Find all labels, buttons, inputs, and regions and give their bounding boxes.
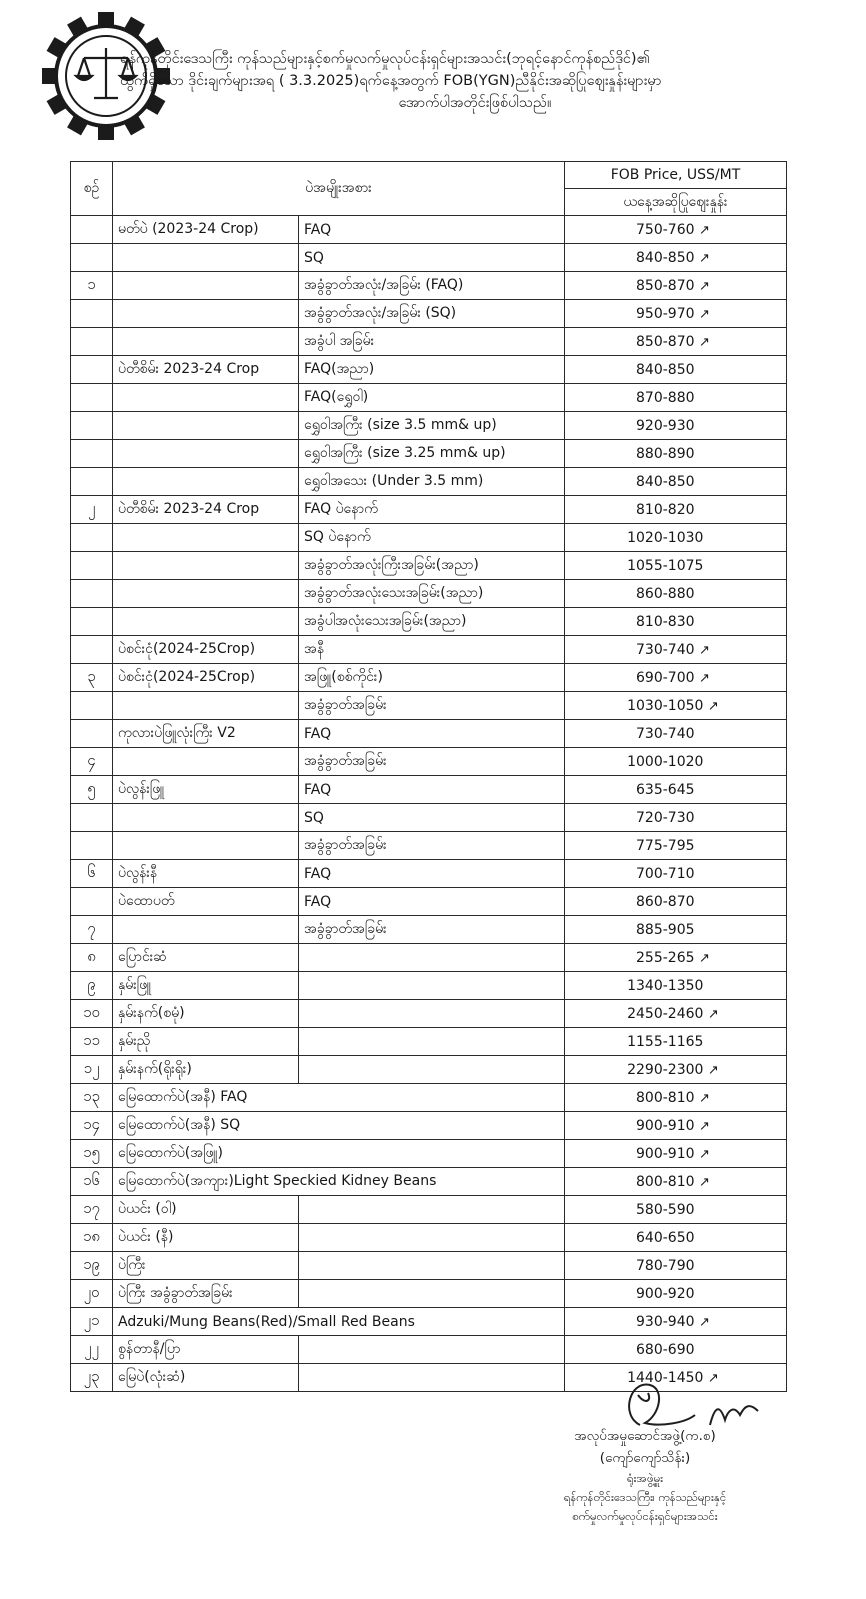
bean-grade: အနီ	[299, 636, 565, 664]
bean-grade: အခွံခွာတ်အခြမ်း	[299, 748, 565, 776]
fob-price-value: 1155-1165	[627, 1033, 704, 1050]
bean-grade: ရွှေဝါအသေး (Under 3.5 mm)	[299, 468, 565, 496]
fob-price-value: 750-760	[636, 221, 695, 238]
signature-org-line-1: ရန်ကုန်တိုင်းဒေသကြီး၊ ကုန်သည်များနှင့်	[563, 1490, 727, 1504]
fob-price-cell	[565, 664, 787, 692]
table-row	[71, 888, 787, 916]
table-row	[71, 1000, 787, 1028]
row-number: ၂	[71, 496, 113, 524]
table-row	[71, 608, 787, 636]
bean-grade	[299, 1000, 565, 1028]
fob-price-value: 900-910	[636, 1117, 695, 1134]
bean-grade: FAQ	[299, 216, 565, 244]
fob-price-cell	[565, 608, 787, 636]
price-change-mark-icon: ↗	[698, 950, 710, 966]
row-number: ၁၉	[71, 1252, 113, 1280]
row-number: ၆	[71, 860, 113, 888]
fob-price-cell	[565, 244, 787, 272]
bean-grade	[299, 1364, 565, 1392]
fob-price-cell	[565, 496, 787, 524]
bean-type	[113, 412, 299, 440]
fob-price-value: 1020-1030	[627, 529, 704, 546]
bean-type	[113, 468, 299, 496]
fob-price-value: 780-790	[636, 1257, 695, 1274]
price-change-mark-icon: ↗	[707, 698, 719, 714]
fob-price-value: 680-690	[636, 1341, 695, 1358]
bean-grade: FAQ(ရွှေဝါ)	[299, 384, 565, 412]
bean-grade: SQ	[299, 244, 565, 272]
table-row	[71, 524, 787, 552]
table-row	[71, 692, 787, 720]
fob-price-value: 730-740	[636, 641, 695, 658]
table-row	[71, 1280, 787, 1308]
header-price-bottom: ယနေ့အဆိုပြုဈေးနှုန်း	[565, 189, 787, 216]
table-row	[71, 216, 787, 244]
row-number	[71, 580, 113, 608]
table-row	[71, 1224, 787, 1252]
bean-type	[113, 328, 299, 356]
row-number: ၄	[71, 748, 113, 776]
fob-price-cell	[565, 832, 787, 860]
fob-price-value: 775-795	[636, 837, 695, 854]
fob-price-value: 850-870	[636, 277, 695, 294]
header-line-1: ရန်ကုန်တိုင်းဒေသကြီး ကုန်သည်များနှင့်စက်မှုလက်မှုလုပ်ငန်းရှင်များအသင်း(ဘုရင့်နောင်ကုန်စည်ဒိုင်)၏	[120, 51, 650, 67]
fob-price-cell	[565, 328, 787, 356]
bean-type	[113, 552, 299, 580]
row-number	[71, 300, 113, 328]
bean-grade	[299, 1252, 565, 1280]
fob-price-value: 930-940	[636, 1313, 695, 1330]
fob-price-cell	[565, 1056, 787, 1084]
price-change-mark-icon: ↗	[698, 1090, 710, 1106]
bean-grade: အခွံခွာတ်အခြမ်း	[299, 832, 565, 860]
signature-org-line-2: စက်မှုလက်မှုလုပ်ငန်းရှင်များအသင်း	[572, 1509, 718, 1523]
price-change-mark-icon: ↗	[707, 1062, 719, 1078]
fob-price-value: 920-930	[636, 417, 695, 434]
fob-price-value: 840-850	[636, 249, 695, 266]
fob-price-cell	[565, 524, 787, 552]
row-number	[71, 804, 113, 832]
bean-type: ပဲကြီး	[113, 1252, 299, 1280]
fob-price-value: 730-740	[636, 725, 695, 742]
table-row	[71, 384, 787, 412]
table-row	[71, 1252, 787, 1280]
bean-grade: FAQ	[299, 888, 565, 916]
fob-price-value: 1055-1075	[627, 557, 704, 574]
fob-price-value: 1340-1350	[627, 977, 704, 994]
fob-price-value: 950-970	[636, 305, 695, 322]
bean-type: ပဲစင်းငုံ(2024-25Crop)	[113, 664, 299, 692]
signature-title: အလုပ်အမှုဆောင်အဖွဲ့(က.စ)	[574, 1428, 716, 1444]
fob-price-cell	[565, 1280, 787, 1308]
fob-price-cell	[565, 692, 787, 720]
bean-type: ပြောင်းဆံ	[113, 944, 299, 972]
table-row	[71, 1112, 787, 1140]
bean-type: စွန်တာနီ/ပြာ	[113, 1336, 299, 1364]
fob-price-value: 840-850	[636, 473, 695, 490]
fob-price-cell	[565, 356, 787, 384]
price-table	[70, 161, 787, 1392]
fob-price-cell	[565, 1028, 787, 1056]
row-number: ၁	[71, 272, 113, 300]
bean-type: နှမ်းဖြူ	[113, 972, 299, 1000]
bean-grade: SQ ပဲနောက်	[299, 524, 565, 552]
row-number	[71, 692, 113, 720]
bean-type: နှမ်းညို	[113, 1028, 299, 1056]
fob-price-cell	[565, 300, 787, 328]
table-row	[71, 1168, 787, 1196]
table-row	[71, 496, 787, 524]
row-number	[71, 216, 113, 244]
row-number: ၁၀	[71, 1000, 113, 1028]
fob-price-value: 870-880	[636, 389, 695, 406]
fob-price-value: 1440-1450	[627, 1369, 704, 1386]
fob-price-cell	[565, 1112, 787, 1140]
price-change-mark-icon: ↗	[698, 250, 710, 266]
table-row	[71, 1140, 787, 1168]
fob-price-cell	[565, 1168, 787, 1196]
fob-price-value: 810-830	[636, 613, 695, 630]
fob-price-cell	[565, 216, 787, 244]
price-change-mark-icon: ↗	[698, 1118, 710, 1134]
fob-price-cell	[565, 468, 787, 496]
bean-grade	[299, 1280, 565, 1308]
bean-grade: FAQ	[299, 776, 565, 804]
row-number: ၁၂	[71, 1056, 113, 1084]
row-number	[71, 636, 113, 664]
row-number: ၅	[71, 776, 113, 804]
bean-grade: အခွံပါ အခြမ်း	[299, 328, 565, 356]
signature-name: (ကျော်ကျော်သိန်း)	[599, 1450, 691, 1466]
row-number: ၁၄	[71, 1112, 113, 1140]
price-change-mark-icon: ↗	[698, 642, 710, 658]
bean-type	[113, 608, 299, 636]
bean-grade: အခွံခွာတ်အခြမ်း	[299, 692, 565, 720]
fob-price-cell	[565, 412, 787, 440]
fob-price-value: 2290-2300	[627, 1061, 704, 1078]
fob-price-value: 2450-2460	[627, 1005, 704, 1022]
bean-grade: အခွံခွာတ်အခြမ်း	[299, 916, 565, 944]
bean-type	[113, 692, 299, 720]
fob-price-cell	[565, 552, 787, 580]
row-number	[71, 412, 113, 440]
bean-grade: FAQ	[299, 720, 565, 748]
bean-type: ပဲစင်းငုံ(2024-25Crop)	[113, 636, 299, 664]
fob-price-cell	[565, 1252, 787, 1280]
bean-type: မြေပဲ(လုံးဆံ)	[113, 1364, 299, 1392]
table-row	[71, 832, 787, 860]
price-change-mark-icon: ↗	[698, 1314, 710, 1330]
header-price-top: FOB Price, USS/MT	[565, 162, 787, 189]
table-row	[71, 804, 787, 832]
fob-price-cell	[565, 1084, 787, 1112]
row-number: ၂၁	[71, 1308, 113, 1336]
bean-grade: SQ	[299, 804, 565, 832]
fob-price-value: 1030-1050	[627, 697, 704, 714]
bean-grade: အဖြူ(စစ်ကိုင်း)	[299, 664, 565, 692]
table-row	[71, 552, 787, 580]
bean-type: ပဲတီစိမ်း 2023-24 Crop	[113, 356, 299, 384]
table-row	[71, 1336, 787, 1364]
row-number	[71, 440, 113, 468]
fob-price-cell	[565, 776, 787, 804]
bean-type	[113, 300, 299, 328]
fob-price-value: 580-590	[636, 1201, 695, 1218]
bean-type	[113, 748, 299, 776]
row-number: ၉	[71, 972, 113, 1000]
price-change-mark-icon: ↗	[698, 670, 710, 686]
fob-price-cell	[565, 1000, 787, 1028]
fob-price-value: 850-870	[636, 333, 695, 350]
row-number	[71, 468, 113, 496]
bean-type: ပဲထောပတ်	[113, 888, 299, 916]
table-row	[71, 580, 787, 608]
bean-type	[113, 272, 299, 300]
fob-price-value: 900-920	[636, 1285, 695, 1302]
row-number: ၂၃	[71, 1364, 113, 1392]
price-change-mark-icon: ↗	[698, 278, 710, 294]
bean-type: ပဲတီစိမ်း 2023-24 Crop	[113, 496, 299, 524]
row-number: ၃	[71, 664, 113, 692]
bean-type	[113, 804, 299, 832]
table-row	[71, 440, 787, 468]
fob-price-cell	[565, 972, 787, 1000]
table-row	[71, 776, 787, 804]
bean-grade: အခွံခွာတ်အလုံးသေးအခြမ်း(အညာ)	[299, 580, 565, 608]
row-number: ၁၁	[71, 1028, 113, 1056]
fob-price-cell	[565, 748, 787, 776]
fob-price-value: 860-870	[636, 893, 695, 910]
fob-price-value: 860-880	[636, 585, 695, 602]
bean-type: ပဲလွန်းနီ	[113, 860, 299, 888]
fob-price-cell	[565, 440, 787, 468]
fob-price-value: 690-700	[636, 669, 695, 686]
row-number: ၁၈	[71, 1224, 113, 1252]
price-change-mark-icon: ↗	[698, 1174, 710, 1190]
fob-price-cell	[565, 1224, 787, 1252]
signature-block	[480, 1425, 810, 1526]
row-number	[71, 524, 113, 552]
row-number	[71, 888, 113, 916]
fob-price-value: 885-905	[636, 921, 695, 938]
fob-price-cell	[565, 1308, 787, 1336]
bean-grade: အခွံပါအလုံးသေးအခြမ်း(အညာ)	[299, 608, 565, 636]
bean-grade: အခွံခွာတ်အလုံး/အခြမ်း (FAQ)	[299, 272, 565, 300]
fob-price-value: 720-730	[636, 809, 695, 826]
header-line-2: ထွက်ရှိသော ဒိုင်းချက်များအရ ( 3.3.2025)ရက်နေ့အတွက် FOB(YGN)ညီနိုင်းအဆိုပြုဈေးနှုန်းများမှာ	[120, 73, 662, 89]
bean-grade: FAQ ပဲနောက်	[299, 496, 565, 524]
table-row	[71, 664, 787, 692]
table-row	[71, 356, 787, 384]
bean-grade: ရွှေဝါအကြီး (size 3.25 mm& up)	[299, 440, 565, 468]
bean-type: Adzuki/Mung Beans(Red)/Small Red Beans	[113, 1308, 565, 1336]
bean-type	[113, 916, 299, 944]
fob-price-cell	[565, 1140, 787, 1168]
row-number	[71, 356, 113, 384]
fob-price-cell	[565, 888, 787, 916]
table-row	[71, 1308, 787, 1336]
bean-type: မြေထောက်ပဲ(အနီ) SQ	[113, 1112, 565, 1140]
bean-type: မြေထောက်ပဲ(အနီ) FAQ	[113, 1084, 565, 1112]
table-row	[71, 1084, 787, 1112]
fob-price-cell	[565, 804, 787, 832]
bean-grade	[299, 1056, 565, 1084]
row-number	[71, 328, 113, 356]
table-row	[71, 636, 787, 664]
header-line-3: အောက်ပါအတိုင်းဖြစ်ပါသည်။	[398, 95, 552, 111]
fob-price-value: 810-820	[636, 501, 695, 518]
bean-type: နှမ်းနက်(စမုံ)	[113, 1000, 299, 1028]
row-number: ၈	[71, 944, 113, 972]
fob-price-cell	[565, 944, 787, 972]
price-change-mark-icon: ↗	[698, 334, 710, 350]
row-number	[71, 608, 113, 636]
row-number: ၁၅	[71, 1140, 113, 1168]
bean-type: နှမ်းနက်(ရိုးရိုး)	[113, 1056, 299, 1084]
fob-price-value: 255-265	[636, 949, 695, 966]
fob-price-value: 800-810	[636, 1173, 695, 1190]
fob-price-cell	[565, 1196, 787, 1224]
table-row	[71, 412, 787, 440]
bean-type: မတ်ပဲ (2023-24 Crop)	[113, 216, 299, 244]
price-change-mark-icon: ↗	[707, 1006, 719, 1022]
fob-price-cell	[565, 384, 787, 412]
bean-grade	[299, 1028, 565, 1056]
fob-price-value: 900-910	[636, 1145, 695, 1162]
bean-grade	[299, 1224, 565, 1252]
table-row	[71, 328, 787, 356]
fob-price-cell	[565, 580, 787, 608]
row-number	[71, 720, 113, 748]
fob-price-value: 640-650	[636, 1229, 695, 1246]
bean-type	[113, 580, 299, 608]
bean-grade	[299, 1336, 565, 1364]
bean-grade: ရွှေဝါအကြီး (size 3.5 mm& up)	[299, 412, 565, 440]
bean-grade	[299, 972, 565, 1000]
row-number	[71, 832, 113, 860]
table-row	[71, 468, 787, 496]
table-row	[71, 300, 787, 328]
bean-type	[113, 244, 299, 272]
fob-price-cell	[565, 272, 787, 300]
table-row	[71, 1056, 787, 1084]
table-row	[71, 860, 787, 888]
bean-type: ပဲယင်း (ဝါ)	[113, 1196, 299, 1224]
bean-type	[113, 440, 299, 468]
fob-price-value: 800-810	[636, 1089, 695, 1106]
table-row	[71, 720, 787, 748]
fob-price-cell	[565, 720, 787, 748]
price-change-mark-icon: ↗	[698, 222, 710, 238]
row-number: ၇	[71, 916, 113, 944]
price-change-mark-icon: ↗	[707, 1370, 719, 1386]
bean-type: မြေထောက်ပဲ(အကျား)Light Speckied Kidney Beans	[113, 1168, 565, 1196]
bean-grade	[299, 1196, 565, 1224]
row-number: ၂၂	[71, 1336, 113, 1364]
price-change-mark-icon: ↗	[698, 306, 710, 322]
row-number	[71, 244, 113, 272]
bean-grade: အခွံခွာတ်အလုံးကြီးအခြမ်း(အညာ)	[299, 552, 565, 580]
bean-grade: FAQ(အညာ)	[299, 356, 565, 384]
fob-price-value: 1000-1020	[627, 753, 704, 770]
signature-position: ရုံးအဖွဲ့မှူး	[626, 1471, 664, 1485]
bean-type	[113, 384, 299, 412]
bean-type: မြေထောက်ပဲ(အဖြူ)	[113, 1140, 565, 1168]
header-no: စဉ်	[71, 162, 113, 216]
bean-type: ကုလားပဲဖြူလုံးကြီး V2	[113, 720, 299, 748]
fob-price-cell	[565, 916, 787, 944]
table-row	[71, 944, 787, 972]
fob-price-cell	[565, 1336, 787, 1364]
fob-price-value: 840-850	[636, 361, 695, 378]
table-row	[71, 1028, 787, 1056]
table-row	[71, 1196, 787, 1224]
fob-price-value: 635-645	[636, 781, 695, 798]
bean-type: ပဲယင်း (နီ)	[113, 1224, 299, 1252]
row-number	[71, 552, 113, 580]
bean-grade: အခွံခွာတ်အလုံး/အခြမ်း (SQ)	[299, 300, 565, 328]
bean-type: ပဲကြီး အခွံခွာတ်အခြမ်း	[113, 1280, 299, 1308]
row-number	[71, 384, 113, 412]
price-change-mark-icon: ↗	[698, 1146, 710, 1162]
fob-price-cell	[565, 636, 787, 664]
table-row	[71, 272, 787, 300]
fob-price-cell	[565, 860, 787, 888]
bean-type	[113, 524, 299, 552]
price-table-body	[71, 216, 787, 1392]
fob-price-value: 880-890	[636, 445, 695, 462]
bean-type: ပဲလွန်းဖြူ	[113, 776, 299, 804]
row-number: ၁၃	[71, 1084, 113, 1112]
table-row	[71, 972, 787, 1000]
table-row	[71, 916, 787, 944]
header-item: ပဲအမျိုးအစား	[113, 162, 565, 216]
fob-price-value: 700-710	[636, 865, 695, 882]
bean-type	[113, 832, 299, 860]
table-row	[71, 748, 787, 776]
row-number: ၂၀	[71, 1280, 113, 1308]
bean-grade	[299, 944, 565, 972]
row-number: ၁၆	[71, 1168, 113, 1196]
bean-grade: FAQ	[299, 860, 565, 888]
row-number: ၁၇	[71, 1196, 113, 1224]
document-header	[120, 48, 770, 114]
table-row	[71, 244, 787, 272]
